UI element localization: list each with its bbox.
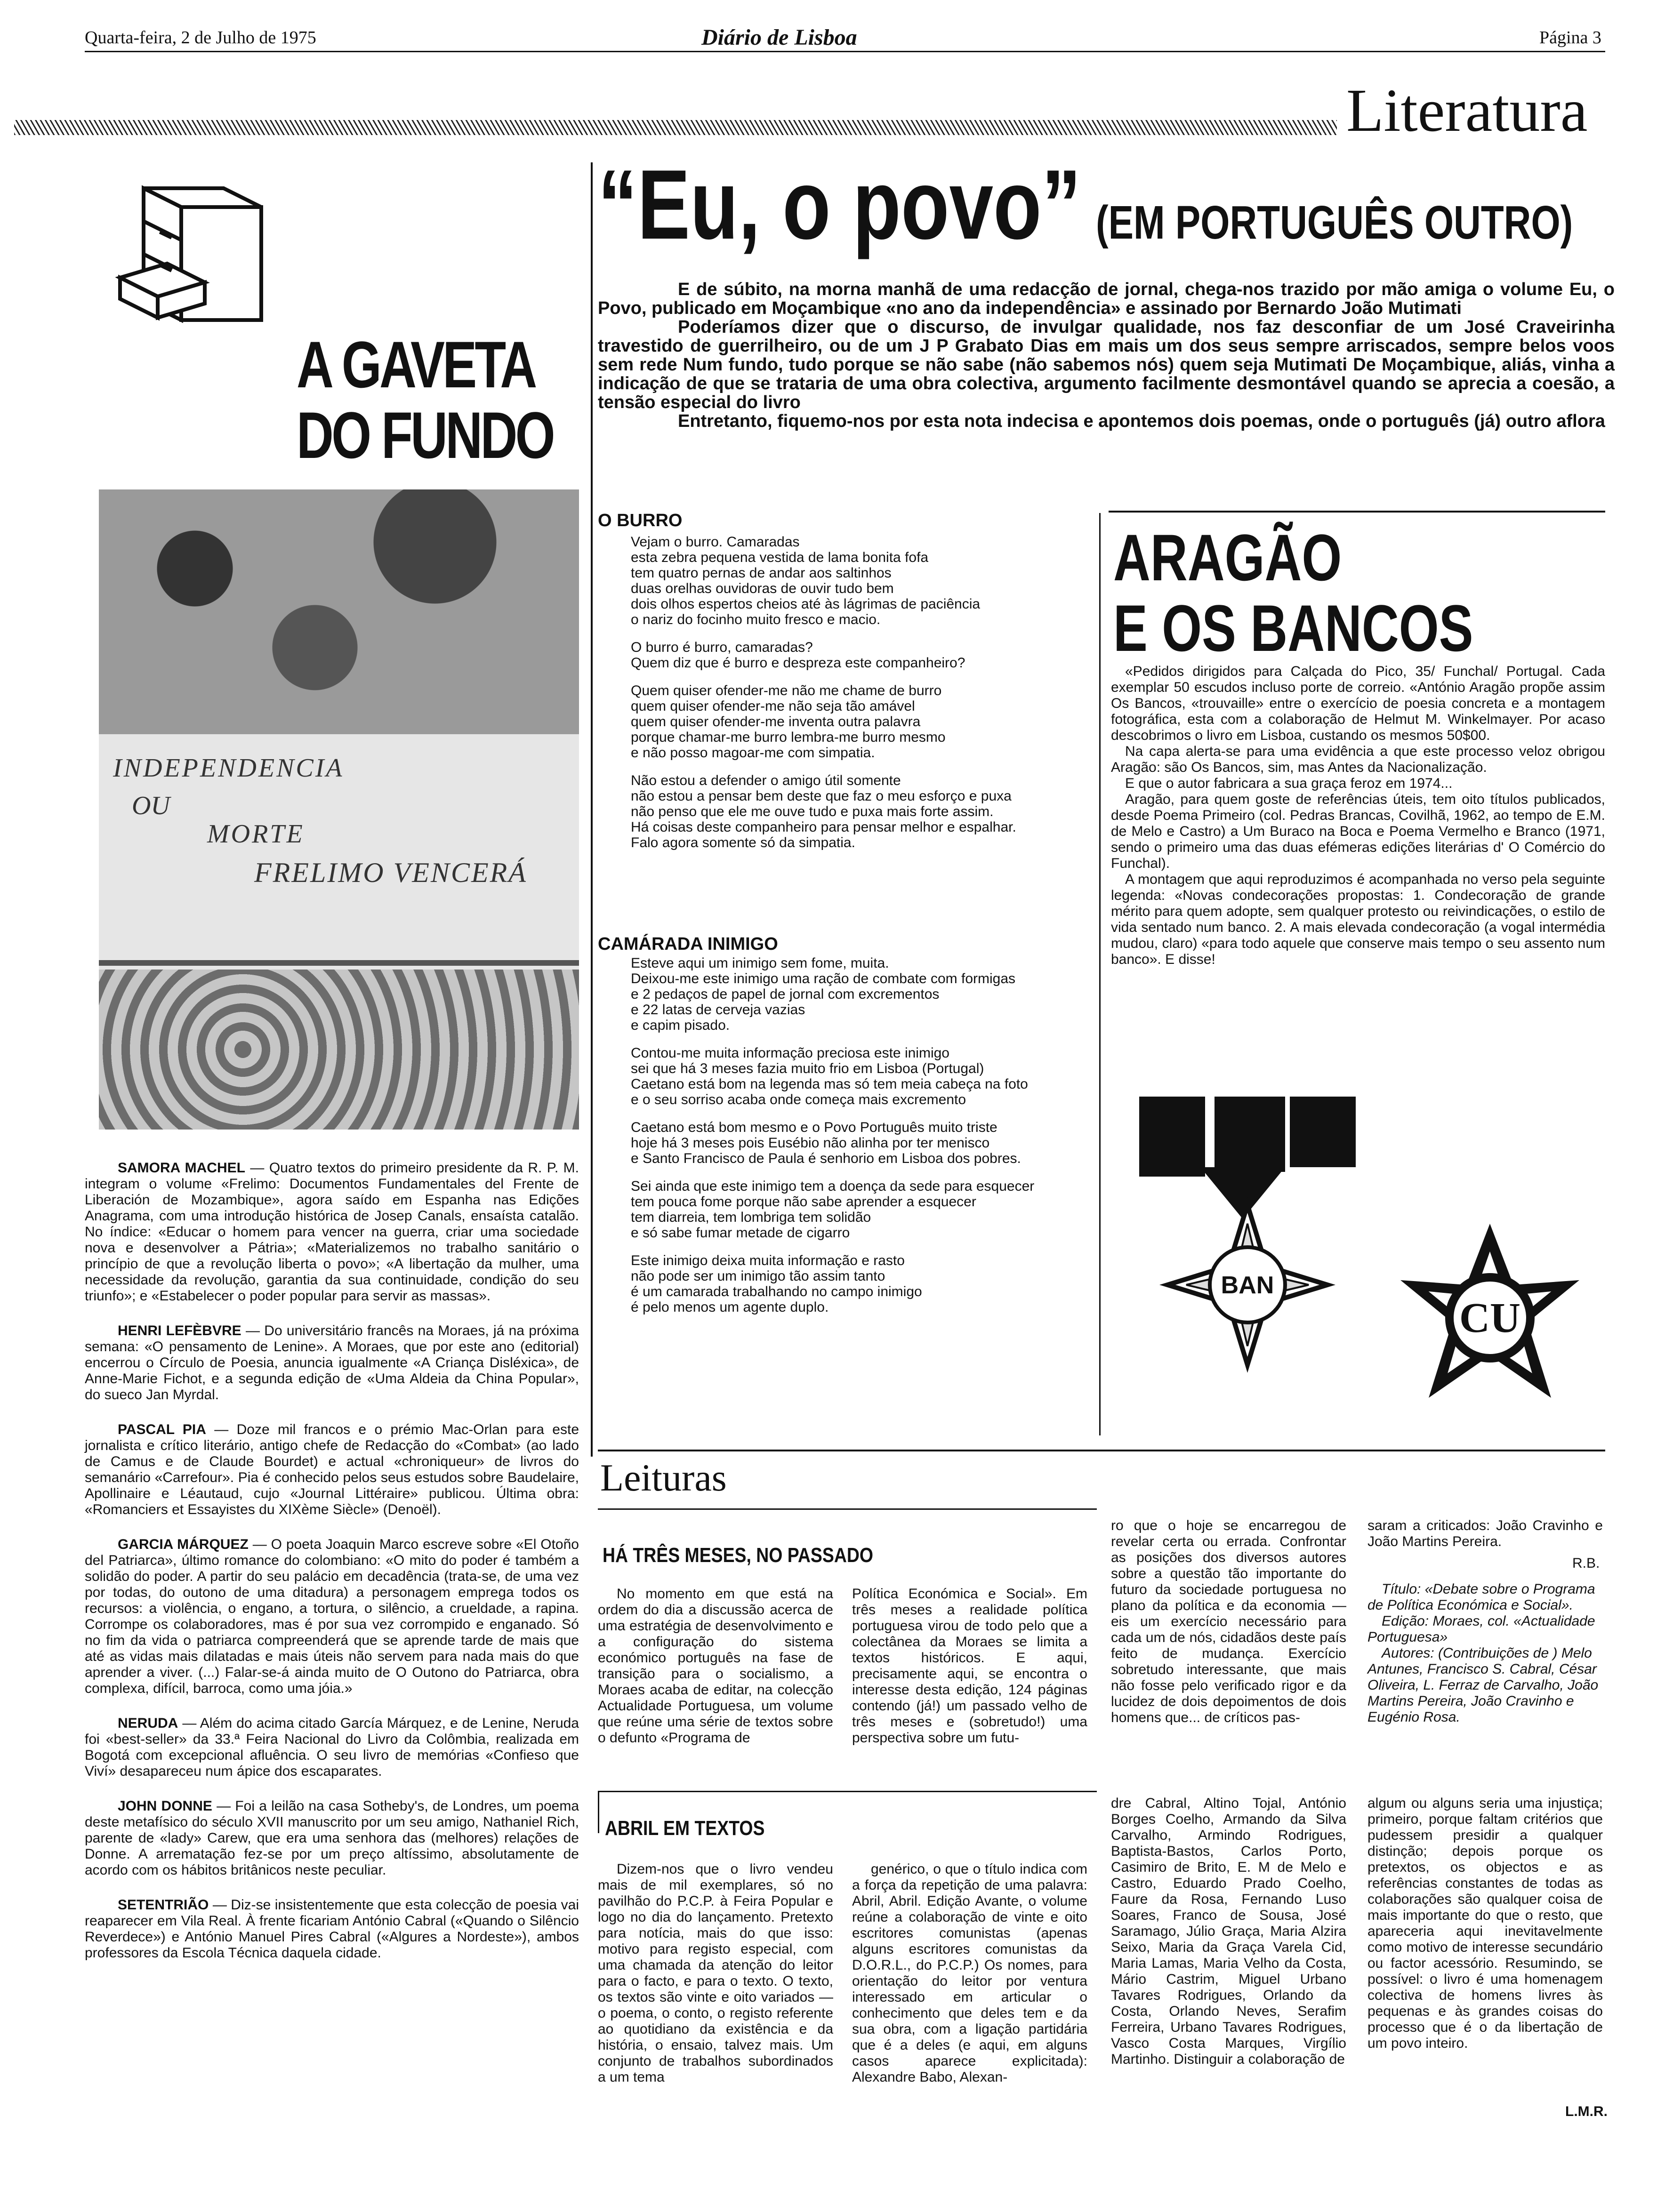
poem2-title: CAMÁRADA INIMIGO [598,934,778,954]
aragao-top-rule [1109,511,1605,513]
graffiti-line-4: FRELIMO VENCERÁ [254,857,527,888]
ficha-edition: Edição: Moraes, col. «Actualidade Portuguesa» [1367,1613,1595,1645]
aragao-left-rule [1099,513,1101,1435]
poem-line: e só sabe fumar metade de cigarro [631,1225,850,1241]
column-divider [591,162,593,1457]
poem-line: não estou a pensar bem deste que faz o meu esforço e puxa [631,788,1012,804]
poem1-body [631,534,1102,850]
poem-line: não penso que ele me ouve tudo e puxa mais forte assim. [631,804,994,819]
gaveta-item [85,1323,579,1403]
art1-col1: No momento em que está na ordem do dia a discussão acerca de uma estratégia de desenvolvimento e a configuração do sistema económico português na fase de transição para o socialismo, a Moraes acaba de editar, na colecção Actualidade Portuguesa, um volume que reúne uma série de textos sobre o defunto «Programa de [598,1586,833,1746]
section-hatch-band [14,120,1337,135]
art1-ficha [1367,1581,1603,1725]
art2-col4: algum ou alguns seria uma injustiça; primeiro, porque faltam critérios que pudessem presidir a qualquer distinção; depois porque os pretextos, os objectos e as referências constantes de todas as colaborações são qualquer coisa de mais importante do que o resto, que apareceria aqui inevitavelmente como motivo de interesse secundário ou factor acessório. Resumindo, se possível: o livro é uma homenagem colectiva de homens livres às pequenas e às grandes coisas do processo que é o da libertação de um povo inteiro. [1367,1795,1603,2051]
gaveta-item [85,1715,579,1779]
poem-line: o nariz do focinho muito fresco e macio. [631,612,881,627]
aragao-text [1111,664,1605,968]
poem-line [631,761,1102,773]
poem-line: Esteve aqui um inimigo sem fome, muita. [631,955,889,971]
graffiti-line-2: OU [132,791,170,820]
medal-ban-label: BAN [1221,1272,1274,1299]
poem2-body [631,955,1102,1315]
poem-line: Quem quiser ofender-me não me chame de burro [631,683,942,698]
poem-line: tem pouca fome porque não sabe aprender a esquecer [631,1194,976,1210]
gaveta-title [297,329,565,471]
poem-line: Deixou-me este inimigo uma ração de combate com formigas [631,971,1016,986]
gaveta-item [85,1422,579,1518]
poem-line: quem quiser ofender-me inventa outra palavra [631,714,921,729]
poem-line [631,671,1102,683]
poem-line: e 22 latas de cerveja vazias [631,1002,805,1018]
poem-line: Falo agora somente só da simpatia. [631,835,855,850]
art2-title: ABRIL EM TEXTOS [605,1817,765,1840]
poem-line: porque chamar-me burro lembra-me burro mesmo [631,729,946,745]
povo-intro-p2: Poderíamos dizer que o discurso, de invulgar qualidade, nos faz desconfiar de um José Craveirinha travestido de guerrilheiro, ou de um J P Grabato Dias em mais um dos seus sempre arriscados, sempre belos voos sem rede Num fundo, tudo porque se não sabe (não sabemos nós) quem seja Mutimati De Moçambique, aliás, vinha a indicação de que se trataria de uma obra colectiva, argumento facilmente desmontável quando se aprecia a coesão, a tensão especial do livro [598,317,1615,412]
poem-line: Este inimigo deixa muita informação e rasto [631,1253,905,1268]
poem-line: hoje há 3 meses pois Eusébio não alinha por ter menisco [631,1135,990,1151]
poem-line: e capim pisado. [631,1018,730,1033]
poem-line: é pelo menos um agente duplo. [631,1299,829,1315]
poem-line: Sei ainda que este inimigo tem a doença da sede para esquecer [631,1178,1035,1194]
aragao-title [1113,522,1608,664]
aragao-p1: «Pedidos dirigidos para Calçada do Pico, 35/ Funchal/ Portugal. Cada exemplar 50 escudos incluso porte de correio. «António Aragão propõe assim Os Bancos, «trouvaille» entre o exercício de poesia concreta e a montagem fotográfica, esta com a colaboração de Helmut M. Winkelmayer. Por acaso descobrimos o livro em Lisboa, custando os mesmos 50$00. [1111,664,1605,743]
poem-line: Caetano está bom na legenda mas só tem meia cabeça na foto [631,1076,1028,1092]
ficha-title: Título: «Debate sobre o Programa de Política Económica e Social». [1367,1581,1595,1613]
item-name: SAMORA MACHEL [118,1160,245,1176]
poem-line: quem quiser ofender-me não seja tão amável [631,698,915,714]
leituras-title: Leituras [600,1456,727,1499]
povo-headline [598,151,1624,259]
aragao-p5: A montagem que aqui reproduzimos é acompanhada no verso pela seguinte legenda: «Novas condecorações propostas: 1. Condecoração de grande mérito para quem adopte, sem qualquer protesto ou reivindicações, o estilo de vida sentado num banco. 2. A mais elevada condecoração (a vogal intermédia mudou, claro) «para todo aquele que conserve mais tempo o seu assento num banco». E disse! [1111,872,1605,967]
item-name: PASCAL PIA [118,1422,206,1437]
art1-col4: saram a criticados: João Cravinho e João Martins Pereira. [1367,1518,1603,1549]
aragao-p3: E que o autor fabricara a sua graça feroz em 1974... [1125,776,1453,791]
poem-line: Contou-me muita informação preciosa este inimigo [631,1045,949,1061]
art-separator-rule [598,1791,1097,1792]
aragao-p4: Aragão, para quem goste de referências úteis, tem oito títulos publicados, desde Poema Primeiro (col. Pedras Brancas, Covilhã, 1962, ao tempo de E.M. de Melo e Castro) a Um Buraco na Boca e Poema Vermelho e Branco (1971, sendo o primeiro uma das duas efémeras edições literárias d' O Comércio do Funchal). [1111,792,1605,871]
poem-line: sei que há 3 meses fazia muito frio em Lisboa (Portugal) [631,1061,984,1076]
item-name: GARCIA MÁRQUEZ [118,1537,249,1552]
gaveta-title-line1: A GAVETA [297,328,535,401]
poem1-title: O BURRO [598,511,683,530]
povo-intro-p3: Entretanto, fiquemo-nos por esta nota indecisa e apontemos dois poemas, onde o português (já) outro aflora [678,411,1605,431]
graffiti-line-1: INDEPENDENCIA [113,753,344,783]
poem-line: Caetano está bom mesmo e o Povo Português muito triste [631,1120,997,1135]
poem-line [631,1241,1102,1253]
poem-line: e não posso magoar-me com simpatia. [631,745,875,761]
poem-line: e Santo Francisco de Paula é senhorio em Lisboa dos pobres. [631,1151,1021,1166]
poem-line: Vejam o burro. Camaradas [631,534,800,550]
gaveta-items [85,1160,579,1965]
graffiti-line-3: MORTE [207,819,305,849]
art2-col1: Dizem-nos que o livro vendeu mais de mil exemplares, só no pavilhão do P.C.P. à Feira Popular e logo no dia do lançamento. Pretexto para notícia, mais do que isso: motivo para registo especial, com uma chamada da atenção do leitor para o facto, e para o texto. O texto, os textos são vinte e oito variados — o poema, o conto, o registo referente ao quotidiano da existência e da história, o ensaio, talvez mais. Um conjunto de trabalhos subordinados a um tema [598,1861,833,2085]
povo-intro-p1: E de súbito, na morna manhã de uma redacção de jornal, chega-nos trazido por mão amiga o volume Eu, o Povo, publicado em Moçambique «no ano da independência» e assinado por Bernardo João Mutimati [598,280,1615,318]
povo-intro [598,280,1615,431]
item-text: — Além do acima citado García Márquez, e de Lenine, Neruda foi «best-seller» da 33.ª Feira Nacional do Livro da Colômbia, realizada em Bogotá com excepcional afluência. O seu livro de memórias «Confieso que Viví» desapareceu num ápice dos escaparates. [85,1715,579,1779]
povo-headline-main: “Eu, o povo” [598,149,1081,260]
art1-col2: Política Económica e Social». Em três meses a realidade política portuguesa virou de todo pelo que a colectânea da Moraes se limita a textos históricos. E aqui, precisamente aqui, se encontra o interesse desta edição, 124 páginas contendo (já!) um passado velho de três meses e (sobretudo!) uma perspectiva sobre um futu- [852,1586,1087,1746]
item-text: — O poeta Joaquin Marco escreve sobre «El Otoño del Patriarca», último romance do colombiano: «O mito do poder é também a solidão do poder. A partir do seu palácio em decadência (trata-se, de uma vez por todas, do outono de uma ditadura) a personagem emprega todos os recursos: a violência, o engano, a tortura, o silêncio, a crueldade, a rapina. Corrompe os colaboradores, mas é por sua vez corrompido e enganado. Só no fim da vida o patriarca compreenderá que se aprende tarde de mais que até as vidas mais dilatadas e mais úteis não servem para nada mais do que aprender a viver. (...) Falar-se-á ainda muito de O Outono do Patriarca, obra complexa, difícil, barroca, como uma jóia.» [85,1537,579,1696]
leituras-title-rule [598,1508,1097,1510]
masthead-page: Página 3 [1539,28,1601,48]
item-name: NERUDA [118,1715,178,1731]
poem-line [631,1107,1102,1120]
poem-line: e o seu sorriso acaba onde começa mais excremento [631,1092,966,1107]
gaveta-item [85,1160,579,1304]
item-text: — Quatro textos do primeiro presidente da R. P. M. integram o volume «Frelimo: Documentos Fundamentales del Frente de Liberación de Mozambique», agora saído em Espanha nas Edições Anagrama, com uma introdução histórica de Josep Canals, ensaísta catalão. No índice: «Educar o homem para vencer na guerra, criar uma sociedade nova e desenvolver a Pátria»; «Materializemos no trabalho sanitário o princípio de que a revolução liberta o povo»; «A libertação da mulher, uma necessidade da revolução, garantia da sua continuidade, condição do seu triunfo»; e «Estabelecer o poder popular para servir as massas». [85,1160,579,1304]
aragao-title-line1: ARAGÃO [1113,521,1342,594]
medal-cu-icon [1379,1219,1601,1417]
masthead-date: Quarta-feira, 2 de Julho de 1975 [85,28,316,48]
art1-signature: R.B. [1572,1555,1600,1571]
art1-title: HÁ TRÊS MESES, NO PASSADO [603,1544,873,1567]
gaveta-title-line2: DO FUNDO [297,398,553,472]
item-name: JOHN DONNE [118,1798,212,1814]
povo-headline-sub: (EM PORTUGUÊS OUTRO) [1095,196,1573,249]
aragao-p2: Na capa alerta-se para uma evidência a que este processo veloz obrigou Aragão: são Os Bancos, sim, mas Antes da Nacionalização. [1111,744,1605,775]
poem-line [631,1033,1102,1045]
leituras-top-rule [598,1450,1605,1451]
poem-line: não pode ser um inimigo tão assim tanto [631,1268,885,1284]
graffiti-photo [99,489,579,1130]
gaveta-item [85,1897,579,1961]
section-title: Literatura [1346,77,1588,144]
poem-line: tem diarreia, tem lombriga tem solidão [631,1210,871,1225]
medal-cu-label: CU [1459,1295,1520,1341]
poem-line: é um camarada trabalhando no campo inimigo [631,1284,922,1299]
item-text: — Do universitário francês na Moraes, já na próxima semana: «O pensamento de Lenine». A Moraes, que por este ano (editorial) encerrou o Círculo de Poesia, anuncia igualmente «A Criança Disléxica», de Anne-Marie Fichot, e a segunda edição de «Uma Aldeia da China Popular», do sueco Jan Myrdal. [85,1323,579,1403]
ficha-authors: Autores: (Contribuições de ) Melo Antunes, Francisco S. Cabral, César Oliveira, L. Ferraz de Carvalho, João Martins Pereira, João Cravinho e Eugénio Rosa. [1367,1645,1599,1725]
item-name: SETENTRIÃO [118,1897,209,1913]
poem-line [631,627,1102,640]
art2-signature: L.M.R. [1565,2104,1608,2119]
aragao-title-line2: E OS BANCOS [1113,591,1473,665]
art2-col3: dre Cabral, Altino Tojal, António Borges Coelho, Armando da Silva Carvalho, Armindo Rodrigues, Baptista-Bastos, Carlos Porto, Casimiro de Brito, E. M de Melo e Castro, Eduardo Prado Coelho, Faure da Rosa, Fernando Luso Soares, Franco de Sousa, José Saramago, Júlio Graça, Maria Alzira Seixo, Maria da Graça Varela Cid, Maria Lamas, Maria Velho da Costa, Mário Castrim, Miguel Urbano Tavares Rodrigues, Orlando da Costa, Orlando Neves, Serafim Ferreira, Urbano Tavares Rodrigues, Vasco Costa Marques, Virgílio Martinho. Distinguir a colaboração de [1111,1795,1346,2067]
gaveta-item [85,1537,579,1697]
poem-line: Quem diz que é burro e despreza este companheiro? [631,655,965,671]
poem-line: e 2 pedaços de papel de jornal com excrementos [631,986,940,1002]
masthead-rule [85,51,1605,52]
poem-line: Há coisas deste companheiro para pensar melhor e espalhar. [631,819,1016,835]
poem-line: tem quatro pernas de andar aos saltinhos [631,565,892,581]
item-text: — Foi a leilão na casa Sotheby's, de Londres, um poema deste metafísico do século XVII manuscrito por um seu amigo, Nathaniel Rich, parente de «lady» Carew, que era uma senhora das (melhores) relações de Donne. A arrematação fez-se por um preço altíssimo, absolutamente de acordo com os hábitos britânicos neste peculiar. [85,1798,579,1878]
item-name: HENRI LEFÈBVRE [118,1323,241,1338]
drawer-cabinet-icon [115,179,271,334]
poem-line [631,1166,1102,1178]
poem-line: Não estou a defender o amigo útil somente [631,773,901,788]
poem-line: dois olhos espertos cheios até às lágrimas de paciência [631,596,981,612]
masthead-paper: Diário de Lisboa [701,25,857,50]
poem-line: esta zebra pequena vestida de lama bonita fofa [631,550,929,565]
item-text: — Doze mil francos e o prémio Mac-Orlan para este jornalista e crítico literário, antigo chefe de Redacção do «Combat» (ao lado de Camus e de Claude Bourdet) e actual «chroniqueur» de livros do semanário «Carrefour». Pia é conhecido pelos seus estudos sobre Baudelaire, Apollinaire e Léautaud, cujo «Journal Littéraire» publicou. Última obra: «Romanciers et Essayistes du XIXème Siècle» (Denoël). [85,1422,579,1517]
item-text: — Diz-se insistentemente que esta colecção de poesia vai reaparecer em Vila Real. À frente ficariam António Cabral («Quando o Silêncio Reverdece») e António Manuel Pires Cabral («Algures a Nordeste»), ambos professores da Escola Técnica daquela cidade. [85,1897,579,1961]
poem-line: duas orelhas ouvidoras de ouvir tudo bem [631,581,894,596]
art1-col3: ro que o hoje se encarregou de revelar certa ou errada. Confrontar as posições dos diversos autores sobre a questão tão importante do futuro da sociedade portuguesa no plano da política e da economia — eis um exercício necessário para cada um de nós, cidadãos deste país feito de mudança. Exercício sobretudo interessante, que mais não fosse pelo verificado rigor e da lucidez de dois depoimentos de dois homens que... de críticos pas- [1111,1518,1346,1725]
art2-col2: genérico, o que o título indica com a força da repetição de uma palavra: Abril, Abril. Edição Avante, o volume reúne a colaboração de vinte e oito escritores comunistas (apenas alguns escritores comunistas da D.O.R.L., do P.C.P.) Os nomes, para orientação do leitor por ventura interessado em articular o conhecimento que deles tem e da sua obra, com a ligação partidária que é a deles (e aqui, em alguns casos aparece explicitada): Alexandre Babo, Alexan- [852,1861,1087,2085]
art2-left-rule [598,1791,599,1833]
gaveta-item [85,1798,579,1878]
poem-line: O burro é burro, camaradas? [631,640,813,655]
medal-ban-icon [1120,1097,1375,1379]
